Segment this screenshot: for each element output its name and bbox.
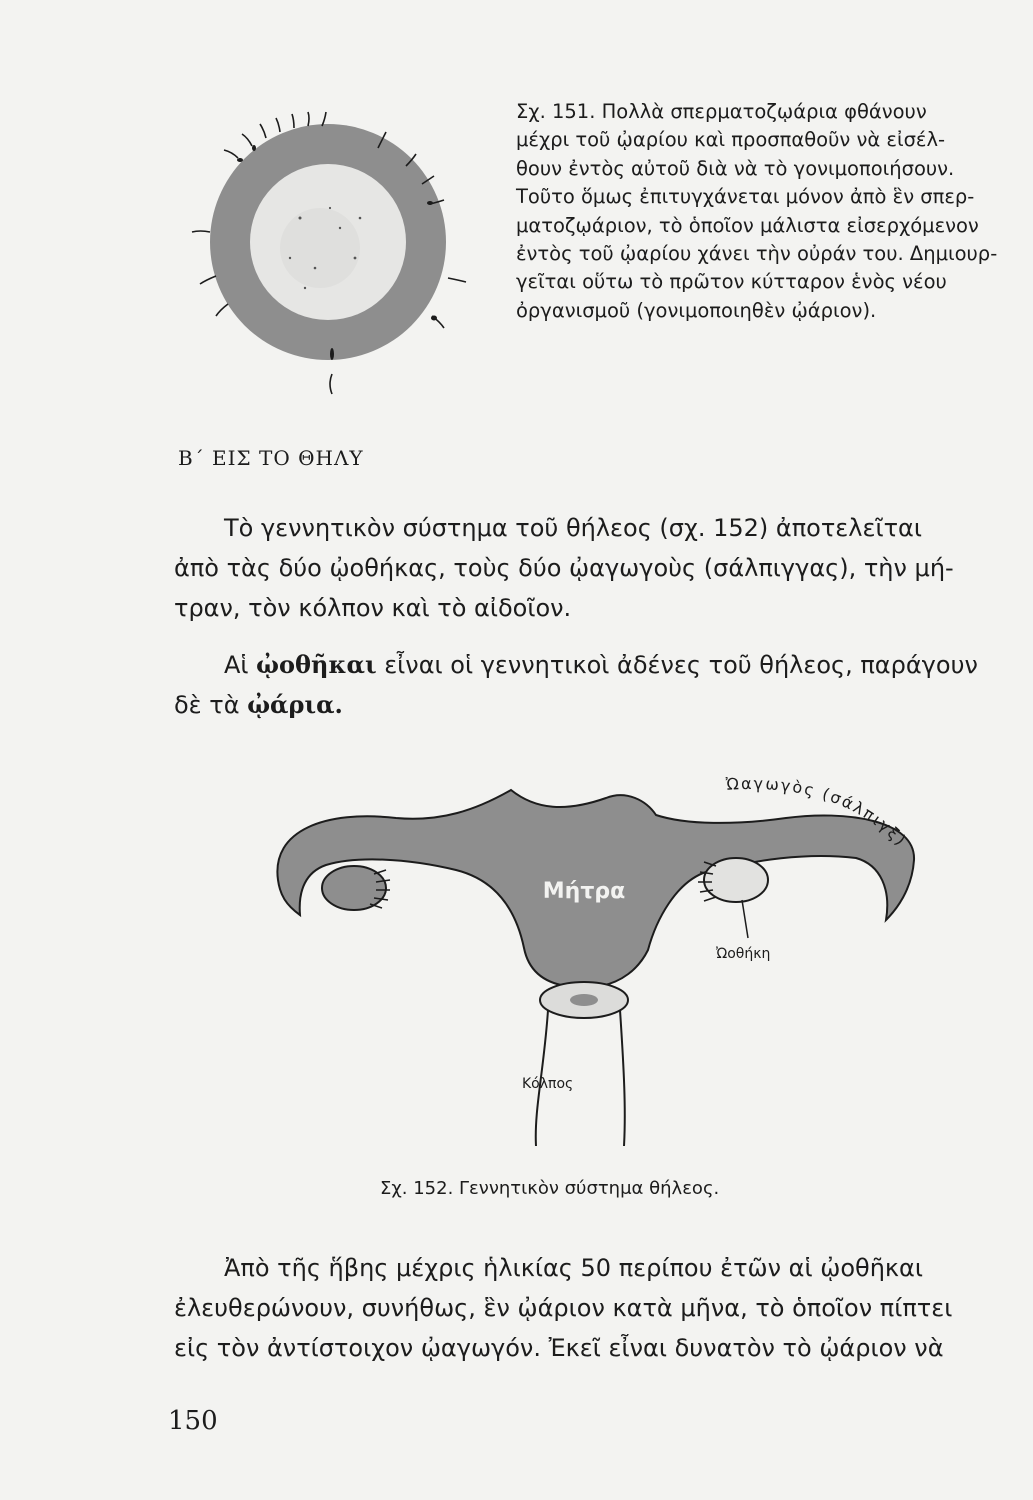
caption-line: ἐντὸς τοῦ ᾠαρίου χάνει τὴν οὐράν του. Δημιουρ-	[516, 242, 998, 266]
oviduct-label-path: Ὠαγωγὸς (σάλπιγξ)	[725, 773, 911, 851]
female-reproductive-figure	[266, 770, 936, 1160]
ovary-pointer	[742, 900, 748, 938]
text-line: Τὸ γεννητικὸν σύστημα τοῦ θήλεος (σχ. 152) ἀποτελεῖται	[224, 514, 922, 542]
caption-line: θουν ἐντὸς αὐτοῦ διὰ νὰ τὸ γονιμοποιήσουν.	[516, 156, 955, 180]
text-line	[174, 685, 1016, 725]
paragraph-reproductive-system	[174, 508, 1016, 628]
egg-nucleus	[280, 208, 360, 288]
text-line: εἰς τὸν ἀντίστοιχον ᾠαγωγόν. Ἐκεῖ εἶναι δυνατὸν τὸ ᾠάριον νὰ	[174, 1334, 944, 1362]
figure-151-caption	[516, 98, 996, 325]
ovary-label: Ὠοθήκη	[716, 946, 771, 962]
bold-term-ovaries: ᾠοθῆκαι	[256, 650, 377, 679]
paragraph-ovulation	[174, 1248, 1016, 1368]
text-run: εἶναι οἱ γεννητικοὶ ἀδένες τοῦ θήλεος, παράγουν	[376, 651, 978, 679]
sperm-inside	[330, 348, 334, 360]
page-number: 150	[168, 1406, 218, 1436]
cervix-opening	[570, 994, 598, 1006]
text-line: Ἀπὸ τῆς ἥβης μέχρις ἡλικίας 50 περίπου ἐτῶν αἱ ᾠοθῆκαι	[224, 1254, 923, 1282]
bold-term-eggs: ᾠάρια.	[247, 690, 343, 719]
caption-line: μέχρι τοῦ ᾠαρίου καὶ προσπαθοῦν νὰ εἰσέλ-	[516, 128, 946, 152]
section-heading: Β΄ ΕΙΣ ΤΟ ΘΗΛΥ	[178, 446, 364, 470]
caption-line: Τοῦτο ὅμως ἐπιτυγχάνεται μόνον ἀπὸ ἓν σπερ-	[516, 185, 975, 209]
caption-line: γεῖται οὕτω τὸ πρῶτον κύτταρον ἑνὸς νέου	[516, 270, 947, 294]
caption-line: ὀργανισμοῦ (γονιμοποιηθὲν ᾠάριον).	[516, 298, 877, 322]
text-line: τραν, τὸν κόλπον καὶ τὸ αἰδοῖον.	[174, 594, 572, 622]
egg-cell-figure	[180, 108, 480, 408]
figure-152-caption: Σχ. 152. Γεννητικὸν σύστημα θήλεος.	[380, 1178, 720, 1199]
text-run: δὲ τὰ	[174, 691, 248, 719]
text-line: ἐλευθερώνουν, συνήθως, ἓν ᾠάριον κατὰ μῆνα, τὸ ὁποῖον πίπτει	[174, 1294, 953, 1322]
uterus-label: Μήτρα	[542, 879, 626, 904]
text-line: ἀπὸ τὰς δύο ᾠοθήκας, τοὺς δύο ᾠαγωγοὺς (σάλπιγγας), τὴν μή-	[174, 554, 954, 582]
vagina-label: Κόλπος	[522, 1076, 574, 1092]
paragraph-ovaries	[174, 645, 1016, 725]
caption-line: ματοζῳάριον, τὸ ὁποῖον μάλιστα εἰσερχόμενον	[516, 213, 979, 237]
text-run: Αἱ	[224, 651, 257, 679]
text-line	[174, 645, 1016, 685]
caption-line: Σχ. 151. Πολλὰ σπερματοζῳάρια φθάνουν	[516, 100, 927, 123]
